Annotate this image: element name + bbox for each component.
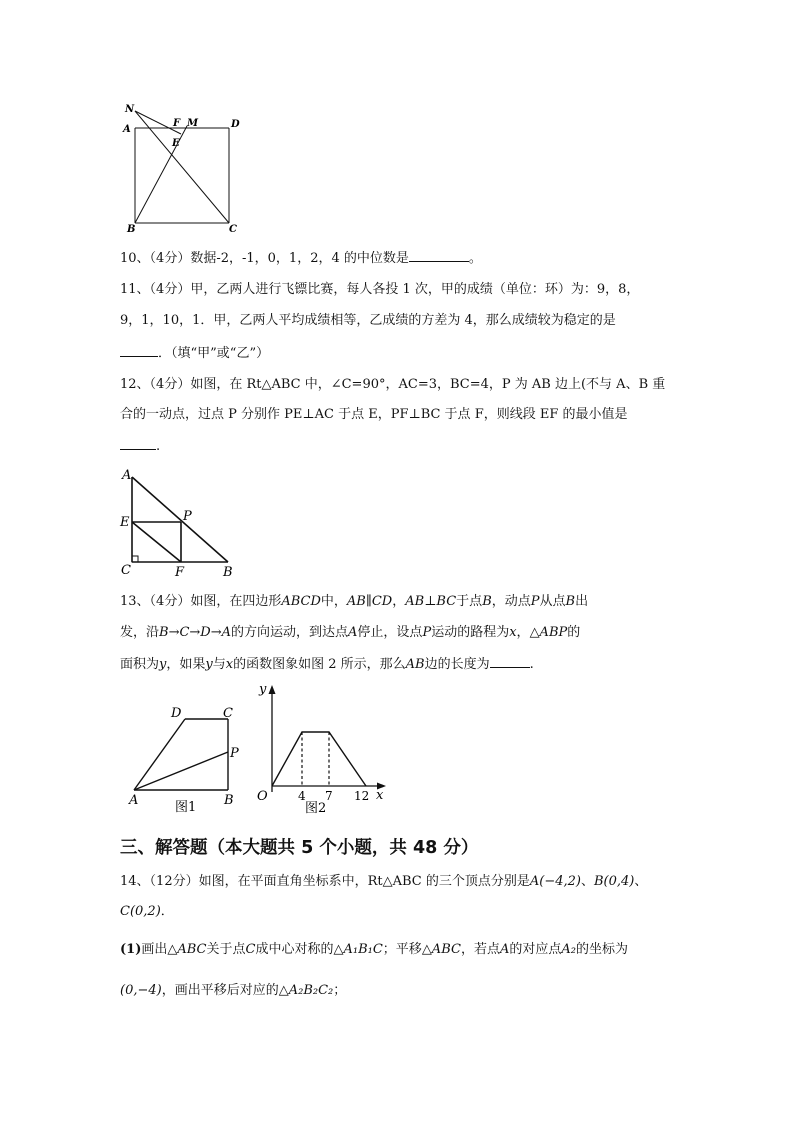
figure-square-abcd: [115, 100, 245, 235]
q14-l3h: ；平移: [382, 942, 422, 957]
q11-end: ．（填“甲”或“乙”）: [158, 346, 270, 361]
label-e: E: [120, 515, 130, 530]
question-12-line-1: 12、（4分）如图，在 Rt△ABC 中，∠C=90°，AC=3，BC=4，P 为 AB 边上(不与 A、B 重: [120, 377, 666, 392]
q14-l3i: △ABC: [421, 942, 461, 957]
q10-number: 10、: [120, 251, 150, 266]
q13-l2b: B→C→D→A: [159, 625, 232, 640]
q13-l3f: x: [225, 657, 234, 672]
q13-l1m: 出: [575, 594, 589, 609]
q13-l3h: AB: [405, 657, 425, 672]
q14-l3j: ，若点: [460, 942, 500, 957]
label-d: D: [231, 119, 240, 130]
right-angle-mark: [132, 556, 138, 562]
question-11-line-3: [120, 344, 269, 362]
y-axis-arrow: [269, 685, 276, 694]
q14-l3g: A₁B₁C: [343, 942, 383, 957]
q14-l2b: ．: [160, 904, 174, 919]
q11-answer-blank[interactable]: [120, 344, 158, 357]
label-b: B: [127, 224, 136, 235]
q13-l3b: y: [159, 657, 167, 672]
q12-end: .: [156, 439, 161, 454]
q14-l3l: 的对应点: [509, 942, 562, 957]
q14-l3n: 的坐标为: [575, 942, 628, 957]
q14-l1b: A(−4,2): [529, 874, 581, 889]
label-m: M: [187, 118, 199, 129]
q14-l3m: A₂: [561, 942, 576, 957]
q13-l1e: ，: [392, 594, 406, 609]
figure-1-caption: 图1: [175, 800, 197, 815]
q13-l1f: AB⊥BC: [405, 594, 457, 609]
label-e: E: [172, 138, 180, 149]
question-13-line-3: [120, 655, 534, 673]
q13-l1g: 于点: [456, 594, 483, 609]
q13-l3a: 面积为: [120, 657, 160, 672]
q13-l2e: 停止，设点: [357, 625, 423, 640]
question-14-line-1: [120, 874, 647, 890]
label-a: A: [123, 124, 131, 135]
q13-l3c: ，如果: [166, 657, 206, 672]
q13-answer-blank[interactable]: [490, 655, 530, 668]
q10-end: 。: [468, 251, 482, 266]
q14-l2a: C(0,2): [120, 904, 161, 919]
q14-l3f: 成中心对称的△: [255, 942, 344, 957]
figure-2-caption: 图2: [305, 801, 327, 816]
label-origin: O: [257, 789, 268, 804]
question-14-line-3: [120, 942, 628, 958]
q13-l1j: P: [530, 594, 540, 609]
q14-l3c: △ABC: [167, 942, 207, 957]
tick-label-12: 12: [354, 789, 370, 803]
q13-l2d: A: [348, 625, 358, 640]
q13-l3d: y: [205, 657, 213, 672]
q13-l2k: 的: [567, 625, 581, 640]
q13-end: .: [529, 657, 534, 672]
q13-l3i: 边的长度为: [424, 657, 490, 672]
q14-l4a: (0,−4): [120, 983, 162, 998]
question-14-line-4: [120, 983, 346, 999]
question-12-line-3: [120, 437, 160, 455]
tick-label-4: 4: [298, 789, 306, 803]
label-x: x: [376, 788, 384, 803]
question-14-line-2: [120, 904, 174, 920]
question-10: [120, 249, 482, 267]
q10-text: 数据-2，-1，0，1，2，4 的中位数是: [190, 251, 409, 266]
q13-l1i: ，动点: [491, 594, 531, 609]
q13-l1d: AB∥CD: [346, 594, 393, 609]
label-b: B: [224, 793, 234, 808]
label-c: C: [223, 706, 233, 721]
question-11-line-1: 11、（4分）甲，乙两人进行飞镖比赛，每人各投 1 次，甲的成绩（单位：环）为：9，8，: [120, 282, 640, 297]
segment-ab: [132, 477, 228, 562]
label-d: D: [171, 706, 182, 721]
label-b: B: [223, 565, 233, 580]
q14-l3k: A: [499, 942, 510, 957]
q13-l1l: B: [565, 594, 576, 609]
q13-l2j: △ABP: [529, 625, 568, 640]
question-13-line-1: [120, 594, 588, 610]
label-c: C: [229, 224, 237, 235]
q13-l3e: 与: [212, 657, 226, 672]
section-3-heading: 三、解答题（本大题共 5 个小题，共 48 分）: [120, 838, 479, 858]
q14-l3e: C: [245, 942, 256, 957]
question-12-line-2: 合的一动点，过点 P 分别作 PE⊥AC 于点 E，PF⊥BC 于点 F，则线段 EF 的最小值是: [120, 407, 628, 422]
q13-l2c: 的方向运动，到达点: [231, 625, 349, 640]
label-n: N: [125, 104, 135, 115]
q13-l1h: B: [482, 594, 492, 609]
q10-score: （4分）: [149, 251, 191, 266]
q14-l4b: ，画出平移后对应的△: [161, 983, 289, 998]
q13-l1b: ABCD: [281, 594, 321, 609]
figure-2-graph: [252, 680, 392, 816]
q13-l1a: 13、（4分）如图，在四边形: [120, 594, 282, 609]
q13-l2i: ，: [516, 625, 530, 640]
q14-l3b: 画出: [141, 942, 168, 957]
q13-l2g: 运动的路程为: [431, 625, 510, 640]
question-13-line-2: [120, 625, 580, 641]
label-y: y: [259, 682, 267, 697]
function-graph-line: [272, 732, 366, 786]
q13-l1c: 中，: [320, 594, 347, 609]
label-a: A: [122, 468, 132, 483]
q13-l1k: 从点: [539, 594, 566, 609]
q13-l2f: P: [422, 625, 432, 640]
segment-ef: [132, 522, 181, 562]
q14-part-1-label: (1): [120, 942, 142, 957]
q13-l2h: x: [509, 625, 517, 640]
q10-answer-blank[interactable]: [409, 249, 469, 262]
label-p: P: [230, 746, 239, 761]
figure-right-triangle: [115, 462, 240, 580]
label-p: P: [183, 509, 192, 524]
q14-l1d: B(0,4): [593, 874, 635, 889]
q14-l4d: ；: [333, 983, 347, 998]
q14-l1a: 14、（12分）如图，在平面直角坐标系中，Rt△ABC 的三个顶点分别是: [120, 874, 530, 889]
q13-l3g: 的函数图象如图 2 所示，那么: [233, 657, 406, 672]
question-11-line-2: 9，1，10，1．甲，乙两人平均成绩相等，乙成绩的方差为 4，那么成绩较为稳定的是: [120, 313, 616, 328]
label-c: C: [121, 563, 131, 578]
q14-l4c: A₂B₂C₂: [288, 983, 334, 998]
q12-answer-blank[interactable]: [120, 437, 156, 450]
q13-l2a: 发，沿: [120, 625, 160, 640]
q14-l1c: 、: [580, 874, 594, 889]
label-a: A: [129, 793, 139, 808]
label-f: F: [173, 118, 181, 129]
q14-l1e: 、: [634, 874, 648, 889]
label-f: F: [175, 565, 185, 580]
figure-1-trapezoid: [122, 700, 250, 818]
q14-l3d: 关于点: [206, 942, 246, 957]
tick-label-7: 7: [325, 789, 333, 803]
